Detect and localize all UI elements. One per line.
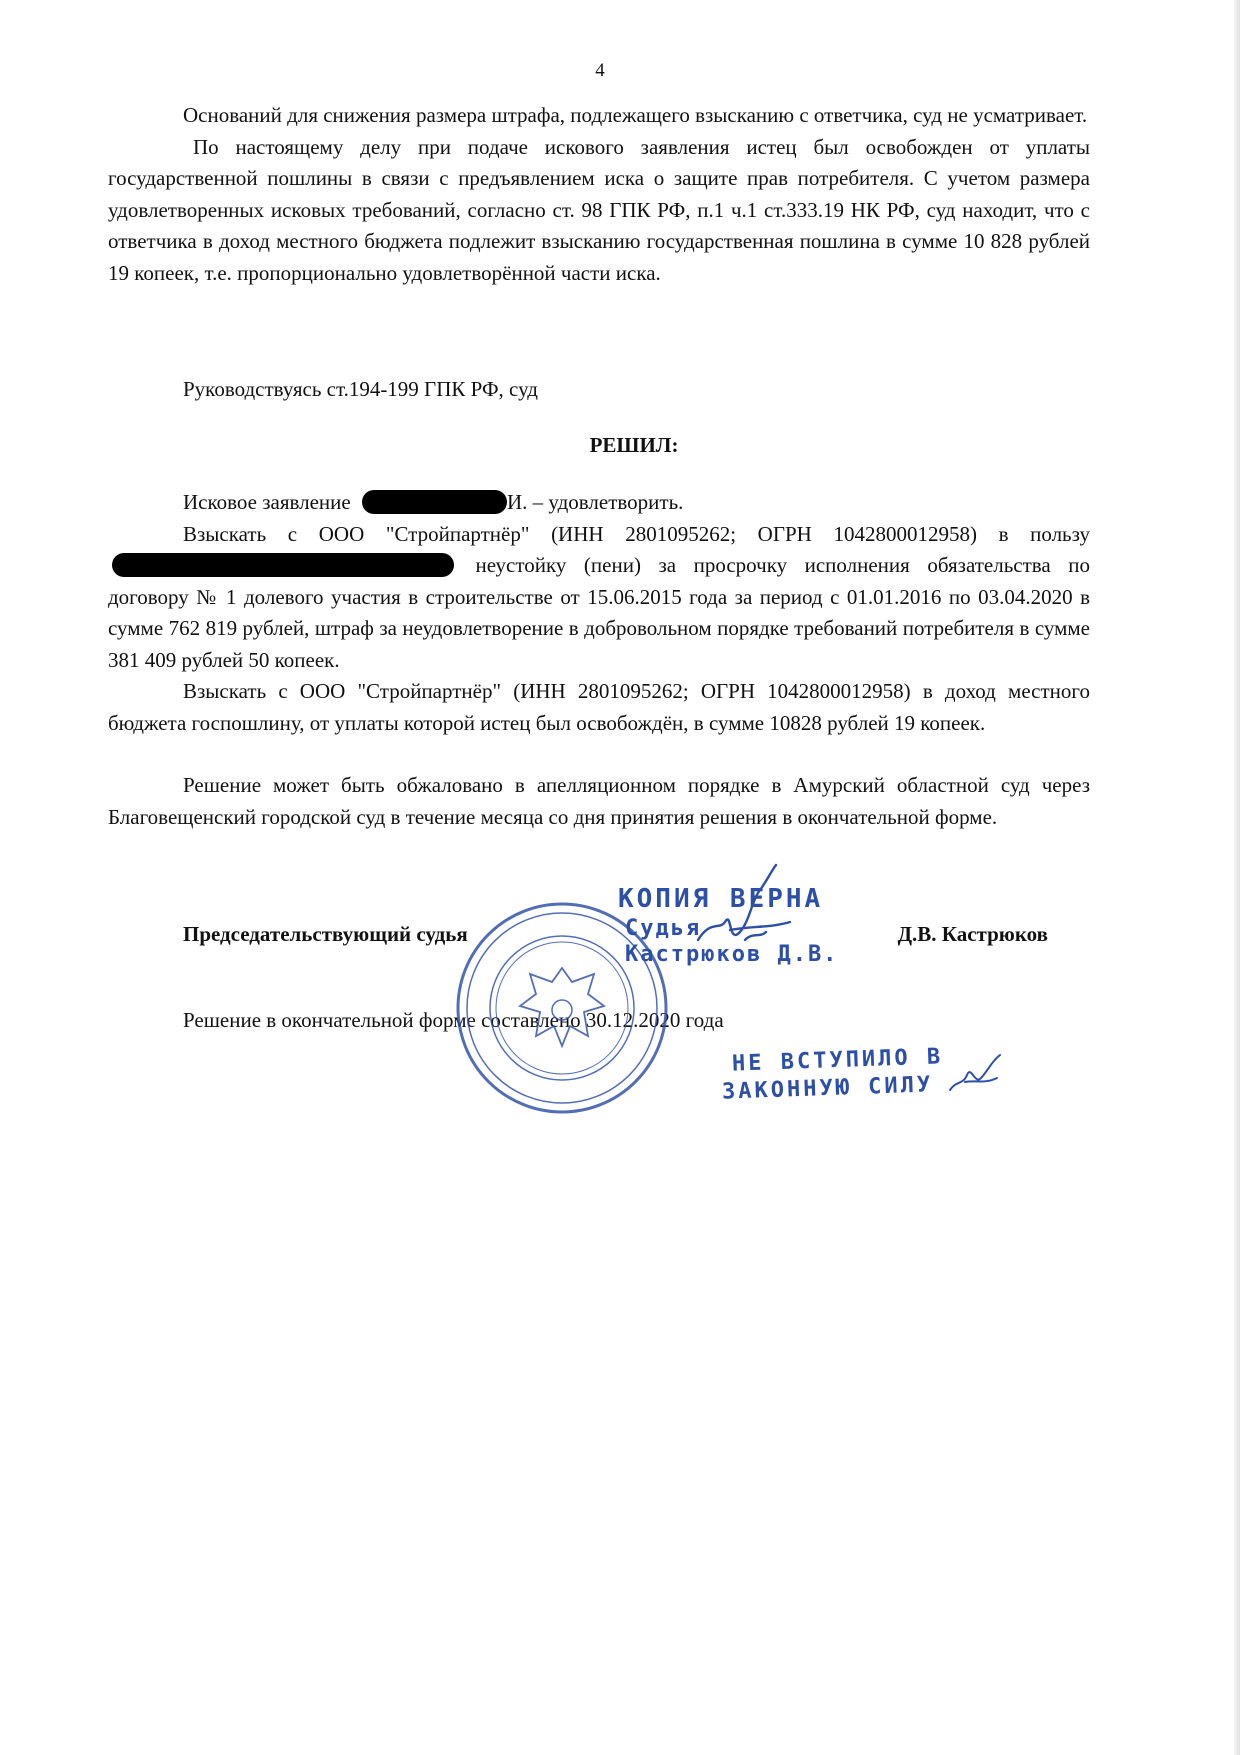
decision-recover-end: неустойку (пени) за просрочку исполнения обязательства по договору № 1 долевого участия в строительстве от 15.06.2015 года за период с 01.01.2016 по 03.04.2020 в сумме 762 819 рублей, штраф за неудовлетворение в добровольном порядке требований потребителя в сумме 381 409 рублей 50 копеек. bbox=[108, 553, 1090, 672]
decision-state-duty: Взыскать с ООО "Стройпартнёр" (ИНН 2801095262; ОГРН 1042800012958) в доход местного бюджета госпошлину, от уплаты которой истец был освобождён, в сумме 10828 рублей 19 копеек. bbox=[108, 679, 1090, 735]
decision-claim-end: И. – удовлетворить. bbox=[506, 490, 684, 514]
judge-signature-icon bbox=[690, 860, 810, 970]
judge-name: Д.В. Кастрюков bbox=[897, 922, 1048, 946]
decision-section bbox=[108, 487, 1090, 833]
stamp-judge-name: Кастрюков Д.В. bbox=[625, 942, 839, 967]
stamp-not-in-force-line2: ЗАКОННУЮ СИЛУ bbox=[721, 1072, 934, 1105]
stamp-copy-true: КОПИЯ ВЕРНА bbox=[618, 884, 824, 914]
decision-appeal: Решение может быть обжаловано в апелляционном порядке в Амурский областной суд через Благовещенский городской суд в течение месяца со дня принятия решения в окончательной форме. bbox=[108, 773, 1090, 829]
decision-recover-penalty bbox=[108, 519, 1090, 677]
page-edge-shadow bbox=[1234, 0, 1240, 1755]
heading-section bbox=[108, 430, 1090, 462]
decision-claim bbox=[108, 487, 1090, 519]
final-form-note: Решение в окончательной форме составлено 30.12.2020 года bbox=[183, 1008, 724, 1032]
page-number: 4 bbox=[595, 60, 605, 81]
small-signature-icon bbox=[945, 1050, 1005, 1100]
paragraph-fine: Оснований для снижения размера штрафа, подлежащего взысканию с ответчика, суд не усматривает. bbox=[183, 103, 1088, 127]
judge-title: Председательствующий судья bbox=[183, 922, 468, 946]
paragraph-state-duty: По настоящему делу при подаче искового заявления истец был освобожден от уплаты государственной пошлины в связи с предъявлением иска о защите прав потребителя. С учетом размера удовлетворенных исковых требований, согласно ст. 98 ГПК РФ, п.1 ч.1 ст.333.19 НК РФ, суд находит, что с ответчика в доход местного бюджета подлежит взысканию государственная пошлина в сумме 10 828 рублей 19 копеек, т.е. пропорционально удовлетворённой части иска. bbox=[108, 134, 1090, 285]
decision-claim-start: Исковое заявление bbox=[183, 490, 351, 514]
reasoning-section bbox=[108, 100, 1090, 289]
decision-heading: РЕШИЛ: bbox=[589, 433, 679, 457]
redacted-plaintiff bbox=[112, 553, 454, 577]
stamp-judge-label: Судья bbox=[625, 916, 702, 941]
stamp-not-in-force-line1: НЕ ВСТУПИЛО В bbox=[731, 1044, 944, 1077]
guidance-section bbox=[108, 374, 1090, 406]
decision-recover-start: Взыскать с ООО "Стройпартнёр" (ИНН 2801095262; ОГРН 1042800012958) в пользу bbox=[183, 521, 1090, 546]
redacted-name bbox=[362, 490, 507, 514]
paragraph-guided-by: Руководствуясь ст.194-199 ГПК РФ, суд bbox=[183, 377, 538, 401]
